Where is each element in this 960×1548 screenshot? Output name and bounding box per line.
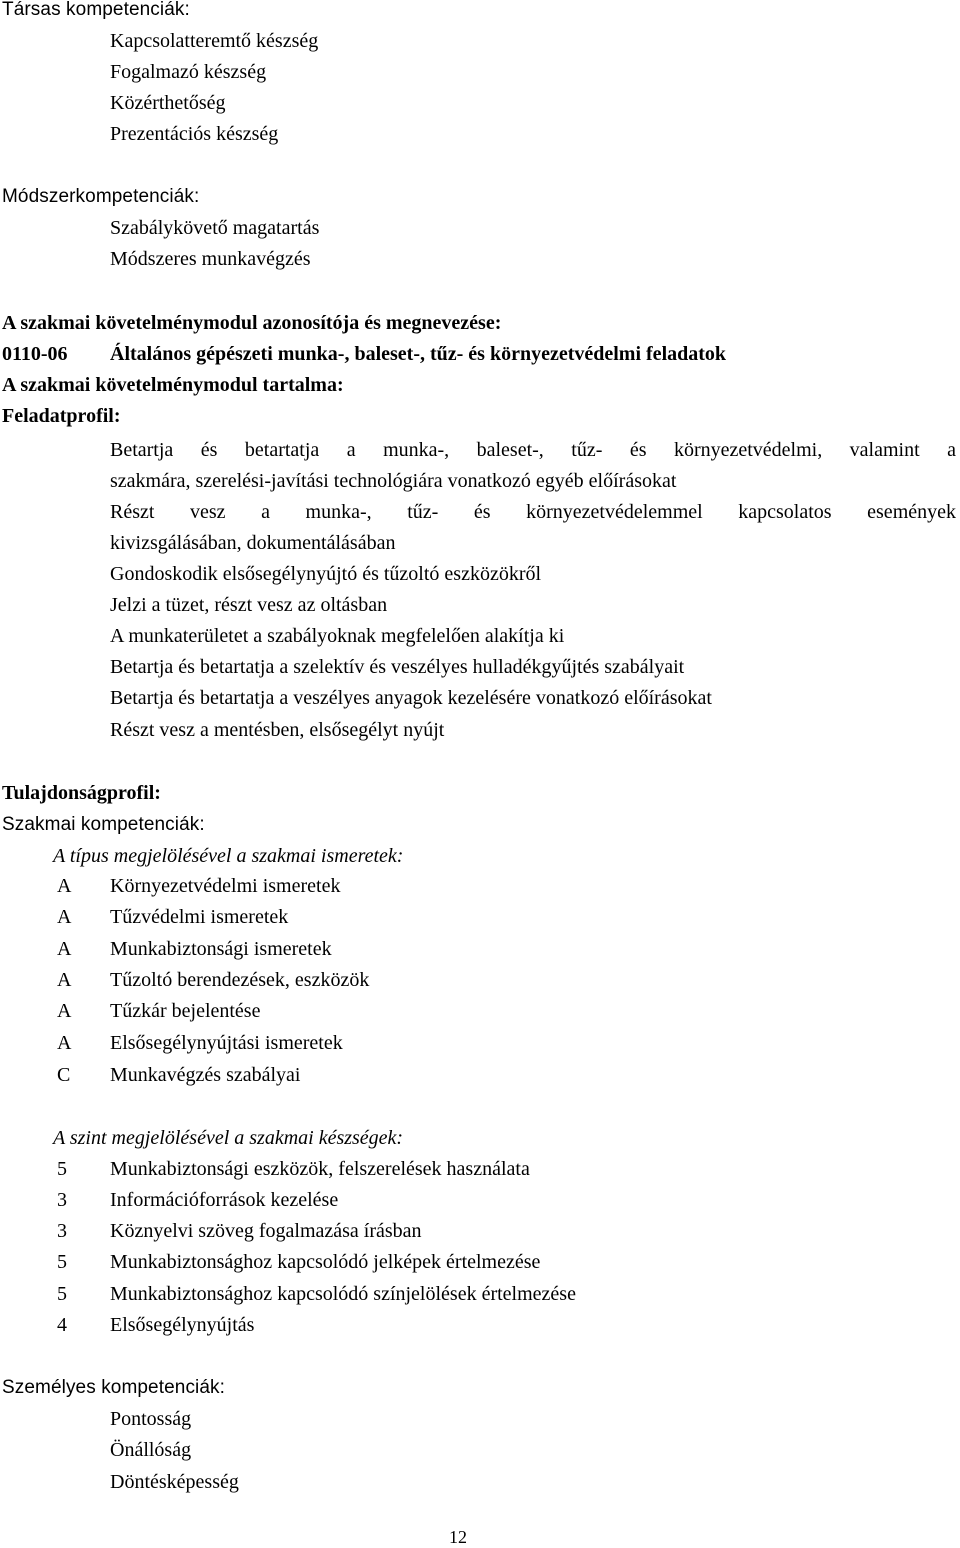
task-profile-line: Betartja és betartatja a munka-, baleset-, tűz- és környezetvédelmi, valamint a [110, 439, 956, 461]
property-profile-heading: Tulajdonságprofil: [2, 782, 161, 804]
knowledge-type-code: A [57, 875, 72, 897]
skill-item: Köznyelvi szöveg fogalmazása írásban [110, 1220, 422, 1242]
social-competencies-heading: Társas kompetenciák: [2, 0, 190, 20]
task-profile-line: szakmára, szerelési-javítási technológiára vonatkozó egyéb előírásokat [110, 470, 677, 492]
module-content-heading: A szakmai követelménymodul tartalma: [2, 374, 344, 396]
method-competency-item: Szabálykövető magatartás [110, 217, 320, 239]
personal-competency-item: Önállóság [110, 1439, 192, 1461]
knowledge-item: Tűzkár bejelentése [110, 1000, 261, 1022]
professional-competencies-heading: Szakmai kompetenciák: [2, 814, 205, 835]
task-profile-line: Részt vesz a munka-, tűz- és környezetvédelemmel kapcsolatos események [110, 501, 956, 523]
knowledge-item: Tűzvédelmi ismeretek [110, 906, 289, 928]
task-profile-line: Jelzi a tüzet, részt vesz az oltásban [110, 594, 388, 616]
skill-level: 5 [57, 1251, 67, 1273]
task-profile-line: A munkaterületet a szabályoknak megfelelően alakítja ki [110, 625, 565, 647]
skill-level: 3 [57, 1220, 67, 1242]
page-number: 12 [449, 1527, 467, 1547]
module-name: Általános gépészeti munka-, baleset-, tűz- és környezetvédelmi feladatok [110, 343, 727, 365]
social-competency-item: Fogalmazó készség [110, 61, 267, 83]
task-profile-line: Betartja és betartatja a szelektív és veszélyes hulladékgyűjtés szabályait [110, 656, 685, 678]
task-profile-line: kivizsgálásában, dokumentálásában [110, 532, 396, 554]
task-profile-heading: Feladatprofil: [2, 405, 121, 427]
knowledge-type-code: C [57, 1064, 71, 1086]
social-competency-item: Prezentációs készség [110, 123, 279, 145]
task-profile-line: Betartja és betartatja a veszélyes anyagok kezelésére vonatkozó előírásokat [110, 687, 712, 709]
skill-item: Munkabiztonsági eszközök, felszerelések használata [110, 1158, 530, 1180]
social-competency-item: Kapcsolatteremtő készség [110, 30, 319, 52]
personal-competency-item: Döntésképesség [110, 1471, 239, 1493]
knowledge-type-code: A [57, 1000, 72, 1022]
module-id-heading: A szakmai követelménymodul azonosítója és megnevezése: [2, 312, 502, 334]
knowledge-item: Elsősegélynyújtási ismeretek [110, 1032, 343, 1054]
skill-item: Munkabiztonsághoz kapcsolódó színjelölések értelmezése [110, 1283, 576, 1305]
knowledge-type-code: A [57, 969, 72, 991]
knowledge-item: Munkabiztonsági ismeretek [110, 938, 332, 960]
skill-item: Információforrások kezelése [110, 1189, 339, 1211]
task-profile-line: Gondoskodik elsősegélynyújtó és tűzoltó eszközökről [110, 563, 542, 585]
skill-item: Elsősegélynyújtás [110, 1314, 255, 1336]
knowledge-item: Környezetvédelmi ismeretek [110, 875, 341, 897]
skill-item: Munkabiztonsághoz kapcsolódó jelképek értelmezése [110, 1251, 541, 1273]
skill-level: 5 [57, 1283, 67, 1305]
knowledge-item: Munkavégzés szabályai [110, 1064, 301, 1086]
knowledge-heading: A típus megjelölésével a szakmai ismeretek: [53, 845, 404, 867]
personal-competencies-heading: Személyes kompetenciák: [2, 1377, 226, 1398]
method-competency-item: Módszeres munkavégzés [110, 248, 311, 270]
task-profile-line: Részt vesz a mentésben, elsősegélyt nyújt [110, 719, 445, 741]
social-competency-item: Közérthetőség [110, 92, 226, 114]
skill-level: 4 [57, 1314, 67, 1336]
skill-level: 5 [57, 1158, 67, 1180]
skill-level: 3 [57, 1189, 67, 1211]
knowledge-type-code: A [57, 938, 72, 960]
knowledge-type-code: A [57, 906, 72, 928]
method-competencies-heading: Módszerkompetenciák: [2, 186, 200, 207]
skills-heading: A szint megjelölésével a szakmai készségek: [53, 1127, 404, 1149]
knowledge-type-code: A [57, 1032, 72, 1054]
module-code: 0110-06 [2, 343, 68, 365]
personal-competency-item: Pontosság [110, 1408, 192, 1430]
knowledge-item: Tűzoltó berendezések, eszközök [110, 969, 370, 991]
